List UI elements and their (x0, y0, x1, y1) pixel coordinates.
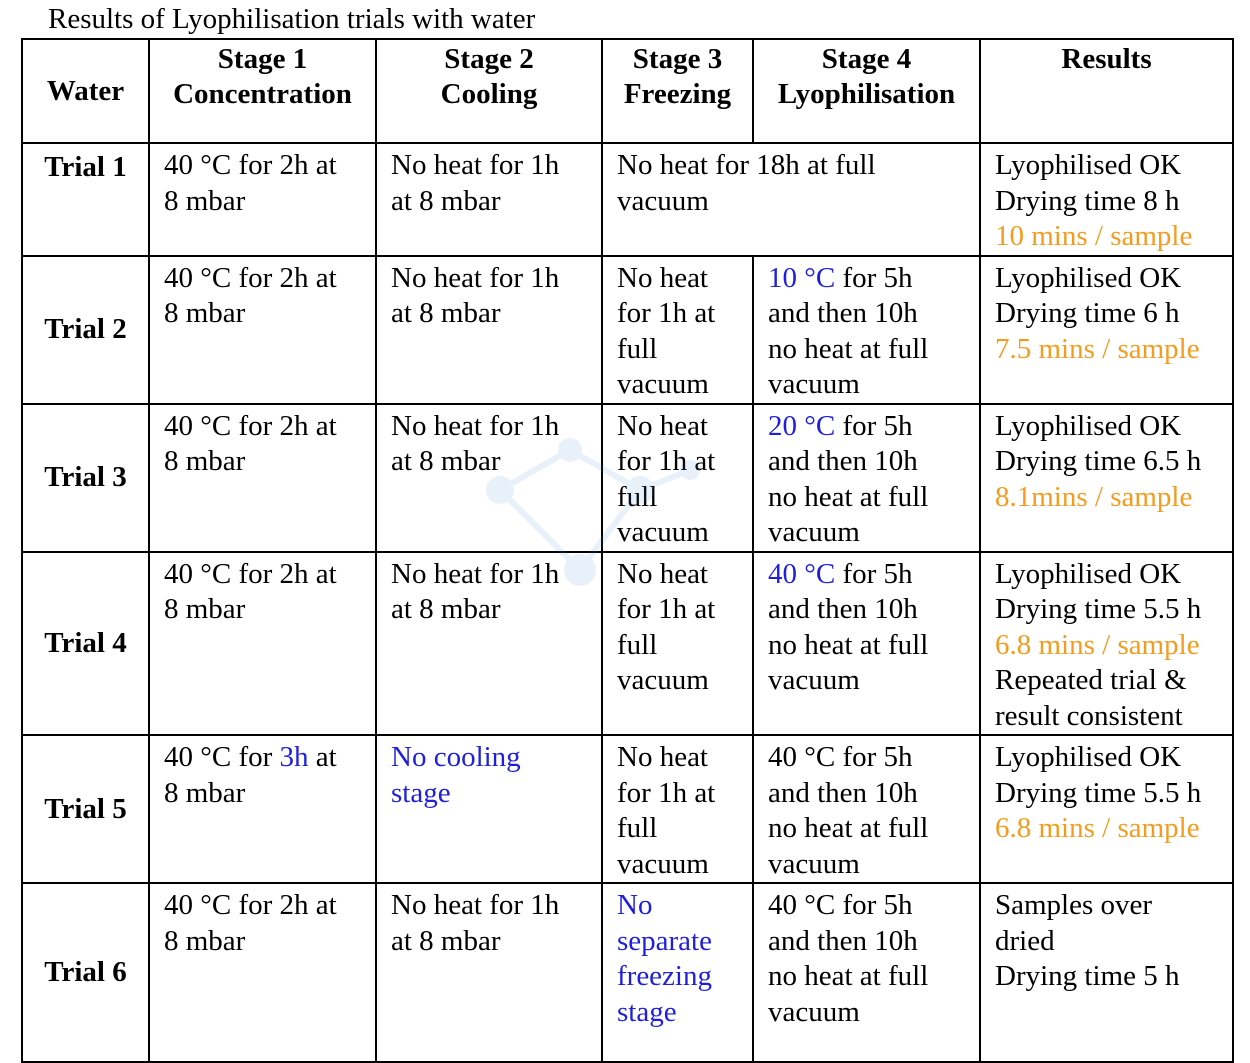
cell-line: 8 mbar (164, 593, 246, 625)
trial-6-label: Trial 6 (22, 883, 149, 1062)
trial-2-label: Trial 2 (22, 256, 149, 404)
drying-time: Drying time 5.5 h (995, 593, 1202, 625)
cell-line: at 8 mbar (391, 445, 501, 477)
cell-line: at 8 mbar (391, 593, 501, 625)
header-stage-4-title: Stage 4 (821, 43, 912, 75)
drying-time: Drying time 6.5 h (995, 445, 1202, 477)
cell-line: for 1h at (617, 297, 716, 329)
trial-1-label: Trial 1 (22, 143, 149, 256)
trial-2-results (980, 256, 1233, 404)
result-status: Lyophilised OK (995, 261, 1182, 294)
header-stage-1-title: Stage 1 (217, 43, 308, 75)
header-water: Water (22, 39, 149, 143)
cell-line: vacuum (617, 368, 709, 400)
stage-1-duration: 3h (279, 741, 309, 773)
cell-line: No heat for 1h (391, 149, 560, 181)
stage-4-temperature: 40 °C (768, 557, 836, 590)
cell-line: No heat (617, 557, 708, 590)
table-caption: Results of Lyophilisation trials with water (48, 3, 536, 35)
cell-line: 40 °C for 2h at (164, 261, 337, 294)
cell-line: 8 mbar (164, 776, 246, 809)
cell-text: for 5h (835, 557, 913, 590)
cell-line: 40 °C for 5h (768, 889, 913, 921)
trial-3-stage-1 (149, 404, 376, 552)
header-stage-3-subtitle: Freezing (623, 78, 732, 110)
header-stage-4-subtitle: Lyophilisation (777, 78, 956, 110)
trial-4-stage-1 (149, 552, 376, 736)
trial-2-stage-2 (376, 256, 602, 404)
cell-line: vacuum (768, 368, 860, 400)
trial-5-stage-2 (376, 735, 602, 883)
drying-time: Drying time 5.5 h (995, 776, 1202, 809)
cell-line: and then 10h (768, 924, 918, 957)
cell-line: No heat for 1h (391, 889, 560, 921)
cell-line: for 1h at (617, 776, 716, 809)
cell-line: separate (617, 924, 712, 957)
cell-line: and then 10h (768, 593, 918, 625)
cell-line: No heat (617, 409, 708, 442)
trial-4-stage-3 (602, 552, 753, 736)
trial-6-stage-1 (149, 883, 376, 1062)
per-sample-time: 6.8 mins / sample (995, 812, 1200, 844)
cell-line: full (617, 480, 658, 513)
header-stage-2-title: Stage 2 (444, 43, 534, 75)
cell-line (164, 740, 375, 776)
table-row-trial-2 (22, 256, 1233, 404)
cell-line: No heat for 18h at full (617, 149, 876, 181)
result-status: Lyophilised OK (995, 149, 1182, 181)
cell-line: 40 °C for 2h at (164, 557, 337, 590)
cell-line: 40 °C for 2h at (164, 149, 337, 181)
cell-line: No heat for 1h (391, 261, 560, 294)
header-stage-2 (376, 39, 602, 143)
header-results (980, 39, 1233, 143)
stage-4-temperature: 10 °C (768, 261, 836, 294)
table-row-trial-6 (22, 883, 1233, 1062)
trial-5-stage-1 (149, 735, 376, 883)
trial-3-stage-3 (602, 404, 753, 552)
cell-line: no heat at full (768, 812, 929, 844)
cell-line: 8 mbar (164, 297, 246, 329)
result-status: Lyophilised OK (995, 409, 1182, 442)
header-results-title: Results (1061, 43, 1152, 75)
result-status: Lyophilised OK (995, 741, 1182, 773)
header-stage-1-subtitle: Concentration (173, 78, 352, 110)
cell-line: No heat for 1h (391, 557, 560, 590)
cell-line: No (617, 889, 653, 921)
cell-line: stage (391, 776, 451, 809)
per-sample-time: 10 mins / sample (995, 220, 1193, 252)
trial-2-stage-1 (149, 256, 376, 404)
trial-5-stage-3 (602, 735, 753, 883)
cell-line: vacuum (768, 664, 860, 696)
cell-line: No heat (617, 261, 708, 294)
trial-3-stage-2 (376, 404, 602, 552)
trial-3-stage-4 (753, 404, 980, 552)
trial-4-stage-4 (753, 552, 980, 736)
cell-line: vacuum (617, 516, 709, 548)
trial-2-stage-3 (602, 256, 753, 404)
cell-text: 40 °C for (164, 741, 280, 773)
trial-6-stage-2 (376, 883, 602, 1062)
trial-5-results (980, 735, 1233, 883)
cell-line: no heat at full (768, 480, 929, 513)
cell-line: 8 mbar (164, 924, 246, 957)
result-status: Lyophilised OK (995, 557, 1182, 590)
cell-line: freezing (617, 960, 712, 992)
header-stage-4 (753, 39, 980, 143)
cell-line: for 1h at (617, 445, 716, 477)
trial-4-label: Trial 4 (22, 552, 149, 736)
cell-line: 40 °C for 5h (768, 741, 913, 773)
cell-line: and then 10h (768, 776, 918, 809)
table-row-trial-4 (22, 552, 1233, 736)
cell-line: No cooling (391, 741, 521, 773)
per-sample-time: 6.8 mins / sample (995, 628, 1200, 661)
drying-time: Drying time 5 h (995, 960, 1180, 992)
trial-5-stage-4 (753, 735, 980, 883)
per-sample-time: 8.1mins / sample (995, 480, 1193, 513)
cell-line: 40 °C for 2h at (164, 409, 337, 442)
cell-line: for 1h at (617, 593, 716, 625)
cell-text: for 5h (835, 409, 913, 442)
cell-text: at (308, 741, 337, 773)
cell-line: vacuum (768, 516, 860, 548)
cell-line: vacuum (617, 847, 709, 880)
table-row-trial-3 (22, 404, 1233, 552)
cell-line: vacuum (617, 664, 709, 696)
table-row-trial-5 (22, 735, 1233, 883)
cell-text: for 5h (835, 261, 913, 294)
drying-time: Drying time 6 h (995, 297, 1180, 329)
cell-line: full (617, 628, 658, 661)
trial-6-stage-4 (753, 883, 980, 1062)
per-sample-time: 7.5 mins / sample (995, 332, 1200, 365)
trial-5-label: Trial 5 (22, 735, 149, 883)
cell-line: vacuum (617, 184, 709, 217)
trial-6-stage-3 (602, 883, 753, 1062)
trial-6-results (980, 883, 1233, 1062)
cell-line: at 8 mbar (391, 184, 501, 217)
trial-1-stage-3-4 (602, 143, 980, 256)
header-stage-1 (149, 39, 376, 143)
cell-line: full (617, 812, 658, 844)
drying-time: Drying time 8 h (995, 184, 1180, 217)
cell-line: stage (617, 995, 677, 1028)
cell-line: no heat at full (768, 332, 929, 365)
cell-line (768, 409, 979, 445)
cell-line (768, 557, 979, 593)
result-status: Samples over (995, 889, 1153, 921)
lyophilisation-trials-table (21, 38, 1234, 1063)
stage-4-temperature: 20 °C (768, 409, 836, 442)
cell-line: no heat at full (768, 960, 929, 992)
cell-line: at 8 mbar (391, 297, 501, 329)
header-stage-3-title: Stage 3 (632, 43, 723, 75)
header-stage-2-subtitle: Cooling (440, 78, 538, 110)
cell-line: vacuum (768, 995, 860, 1028)
cell-line: No heat for 1h (391, 409, 560, 442)
trial-1-stage-2 (376, 143, 602, 256)
result-status: dried (995, 924, 1055, 957)
header-stage-3 (602, 39, 753, 143)
result-note: Repeated trial & (995, 664, 1187, 696)
cell-line: at 8 mbar (391, 924, 501, 957)
cell-line: 40 °C for 2h at (164, 889, 337, 921)
cell-line: 8 mbar (164, 184, 246, 217)
trial-1-results (980, 143, 1233, 256)
table-header-row (22, 39, 1233, 143)
trial-1-stage-1 (149, 143, 376, 256)
cell-line: and then 10h (768, 297, 918, 329)
cell-line: No heat (617, 741, 708, 773)
result-note: result consistent (995, 699, 1183, 732)
trial-4-stage-2 (376, 552, 602, 736)
trial-2-stage-4 (753, 256, 980, 404)
table-row-trial-1 (22, 143, 1233, 256)
cell-line: full (617, 332, 658, 365)
trial-4-results (980, 552, 1233, 736)
cell-line: 8 mbar (164, 445, 246, 477)
cell-line: no heat at full (768, 628, 929, 661)
trial-3-results (980, 404, 1233, 552)
cell-line: vacuum (768, 847, 860, 880)
cell-line (768, 261, 979, 297)
trial-3-label: Trial 3 (22, 404, 149, 552)
cell-line: and then 10h (768, 445, 918, 477)
